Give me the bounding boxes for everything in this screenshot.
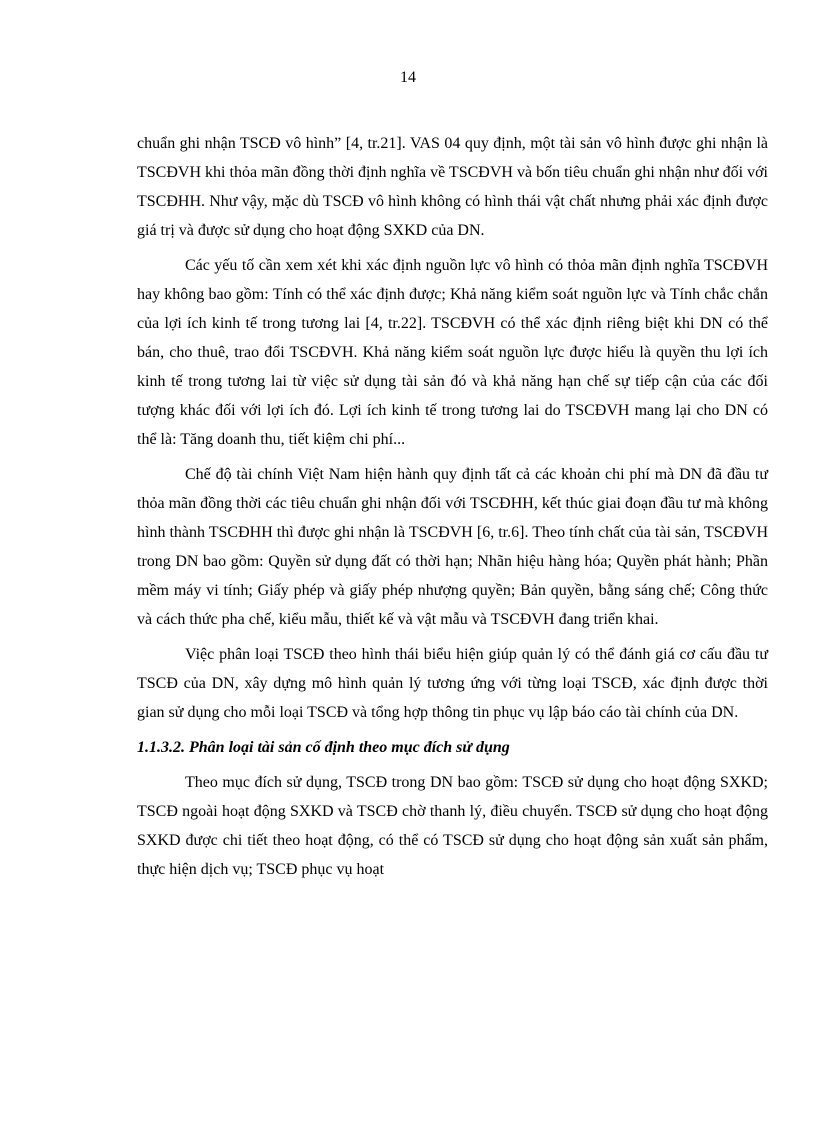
document-body <box>137 129 768 890</box>
section-heading: 1.1.3.2. Phân loại tài sản cố định theo mục đích sử dụng <box>137 739 510 756</box>
paragraph-3: Chế độ tài chính Việt Nam hiện hành quy định tất cả các khoản chi phí mà DN đã đầu tư thỏa mãn đồng thời các tiêu chuẩn ghi nhận đối với TSCĐHH, kết thúc giai đoạn đầu tư mà không hình thành TSCĐHH thì được ghi nhận là TSCĐVH [6, tr.6]. Theo tính chất của tài sản, TSCĐVH trong DN bao gồm: Quyền sử dụng đất có thời hạn; Nhãn hiệu hàng hóa; Quyền phát hành; Phần mềm máy vi tính; Giấy phép và giấy phép nhượng quyền; Bản quyền, bằng sáng chế; Công thức và cách thức pha chế, kiểu mẫu, thiết kế và vật mẫu và TSCĐVH đang triển khai. <box>137 466 768 628</box>
paragraph-4: Việc phân loại TSCĐ theo hình thái biểu hiện giúp quản lý có thể đánh giá cơ cấu đầu tư TSCĐ của DN, xây dựng mô hình quản lý tương ứng với từng loại TSCĐ, xác định được thời gian sử dụng cho mỗi loại TSCĐ và tổng hợp thông tin phục vụ lập báo cáo tài chính của DN. <box>137 646 768 721</box>
paragraph-5: Theo mục đích sử dụng, TSCĐ trong DN bao gồm: TSCĐ sử dụng cho hoạt động SXKD; TSCĐ ngoài hoạt động SXKD và TSCĐ chờ thanh lý, điều chuyển. TSCĐ sử dụng cho hoạt động SXKD được chi tiết theo hoạt động, có thể có TSCĐ sử dụng cho hoạt động sản xuất sản phẩm, thực hiện dịch vụ; TSCĐ phục vụ hoạt <box>137 774 768 878</box>
paragraph-2: Các yếu tố cần xem xét khi xác định nguồn lực vô hình có thỏa mãn định nghĩa TSCĐVH hay không bao gồm: Tính có thể xác định được; Khả năng kiểm soát nguồn lực và Tính chắc chắn của lợi ích kinh tế trong tương lai [4, tr.22]. TSCĐVH có thể xác định riêng biệt khi DN có thể bán, cho thuê, trao đổi TSCĐVH. Khả năng kiểm soát nguồn lực được hiểu là quyền thu lợi ích kinh tế trong tương lai từ việc sử dụng tài sản đó và khả năng hạn chế sự tiếp cận của các đối tượng khác đối với lợi ích đó. Lợi ích kinh tế trong tương lai do TSCĐVH mang lại cho DN có thể là: Tăng doanh thu, tiết kiệm chi phí... <box>137 257 768 448</box>
page-number: 14 <box>400 69 416 86</box>
paragraph-1: chuẩn ghi nhận TSCĐ vô hình” [4, tr.21]. VAS 04 quy định, một tài sản vô hình được ghi nhận là TSCĐVH khi thỏa mãn đồng thời định nghĩa về TSCĐVH và bốn tiêu chuẩn ghi nhận như đối với TSCĐHH. Như vậy, mặc dù TSCĐ vô hình không có hình thái vật chất nhưng phải xác định được giá trị và được sử dụng cho hoạt động SXKD của DN. <box>137 135 768 239</box>
